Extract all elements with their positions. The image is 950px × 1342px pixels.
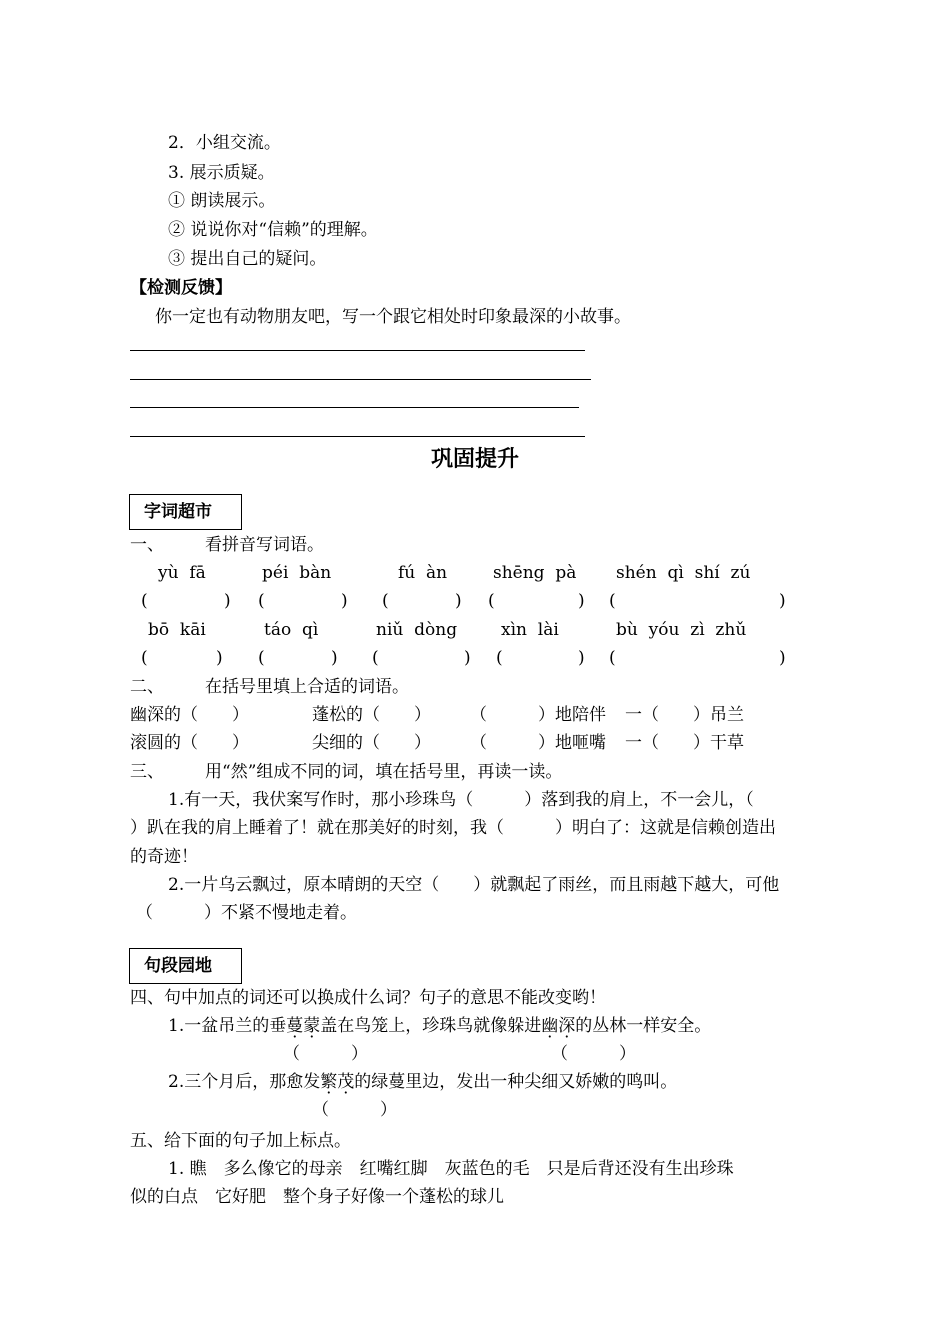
pinyin: táo qì	[264, 620, 319, 640]
dotted-char: 深	[558, 1016, 576, 1036]
fill-item[interactable]: 幽深的（ ）	[130, 705, 249, 725]
answer-line-1[interactable]	[130, 350, 585, 351]
blank-close[interactable]: )	[464, 648, 471, 668]
q3-item1-line1: 1.有一天，我伏案写作时，那小珍珠鸟（ ）落到我的肩上，不一会儿，（	[168, 790, 754, 810]
q5-line-2: 似的白点 它好肥 整个身子好像一个蓬松的球儿	[130, 1187, 504, 1207]
pinyin: fú àn	[398, 563, 448, 583]
answer-line-2[interactable]	[130, 379, 591, 380]
q5-heading: 五、给下面的句子加上标点。	[130, 1131, 351, 1151]
q1-number: 一、	[130, 535, 164, 555]
pinyin: shén qì shí zú	[616, 563, 751, 583]
answer-line-4[interactable]	[130, 436, 585, 437]
q3-heading: 用“然”组成不同的词，填在括号里，再读一读。	[205, 762, 563, 782]
category-label-words: 字词超市	[144, 502, 212, 522]
pinyin: péi bàn	[262, 563, 332, 583]
q4-blank-2[interactable]: （ ）	[551, 1044, 636, 1064]
q3-item2-line2: （ ）不紧不慢地走着。	[136, 903, 357, 923]
blank-close[interactable]: )	[331, 648, 338, 668]
q4-heading: 四、句中加点的词还可以换成什么词？句子的意思不能改变哟！	[130, 988, 606, 1008]
blank-open[interactable]: (	[258, 648, 265, 668]
blank-open[interactable]: (	[609, 591, 616, 611]
q4-blank-1[interactable]: （ ）	[283, 1044, 368, 1064]
blank-open[interactable]: (	[382, 591, 389, 611]
blank-open[interactable]: (	[141, 591, 148, 611]
blank-close[interactable]: )	[341, 591, 348, 611]
step-3-2: ② 说说你对“信赖”的理解。	[168, 220, 378, 240]
step-3-3: ③ 提出自己的疑问。	[168, 249, 327, 269]
blank-close[interactable]: )	[578, 591, 585, 611]
blank-close[interactable]: )	[578, 648, 585, 668]
blank-open[interactable]: (	[496, 648, 503, 668]
section-title: 巩固提升	[430, 447, 519, 472]
q1-heading: 看拼音写词语。	[205, 535, 324, 555]
q4-sentence-1: 1.一盆吊兰的垂蔓蒙盖在鸟笼上，珍珠鸟就像躲进幽深的丛林一样安全。	[168, 1016, 712, 1036]
dotted-char: 幽	[541, 1016, 559, 1036]
pinyin: xìn lài	[501, 620, 559, 640]
pinyin: bō kāi	[148, 620, 206, 640]
pinyin: shēng pà	[493, 563, 577, 583]
q5-line-1: 1. 瞧 多么像它的母亲 红嘴红脚 灰蓝色的毛 只是后背还没有生出珍珠	[168, 1159, 734, 1179]
q3-number: 三、	[130, 762, 164, 782]
fill-item[interactable]: 滚圆的（ ）	[130, 733, 249, 753]
blank-close[interactable]: )	[455, 591, 462, 611]
step-2: 2．小组交流。	[168, 133, 281, 153]
fill-item[interactable]: 尖细的（ ）	[312, 733, 431, 753]
feedback-prompt: 你一定也有动物朋友吧，写一个跟它相处时印象最深的小故事。	[155, 307, 631, 327]
blank-close[interactable]: )	[224, 591, 231, 611]
dotted-char: 茂	[337, 1072, 355, 1092]
category-label-sentences: 句段园地	[144, 956, 212, 976]
step-3: 3. 展示质疑。	[168, 163, 275, 183]
blank-close[interactable]: )	[779, 648, 786, 668]
step-3-1: ① 朗读展示。	[168, 191, 276, 211]
q4-sentence-2: 2.三个月后，那愈发繁茂的绿蔓里边，发出一种尖细又娇嫩的鸣叫。	[168, 1072, 678, 1092]
blank-open[interactable]: (	[258, 591, 265, 611]
feedback-heading: 【检测反馈】	[130, 278, 232, 298]
q2-number: 二、	[130, 677, 164, 697]
q2-heading: 在括号里填上合适的词语。	[205, 677, 409, 697]
dotted-char: 蒙	[303, 1016, 321, 1036]
pinyin: bù yóu zì zhǔ	[616, 620, 747, 640]
q3-item1-line3: 的奇迹！	[130, 847, 198, 867]
q3-item1-line2: ）趴在我的肩上睡着了！就在那美好的时刻，我（ ）明白了：这就是信赖创造出	[130, 818, 776, 838]
blank-close[interactable]: )	[779, 591, 786, 611]
blank-open[interactable]: (	[609, 648, 616, 668]
fill-item[interactable]: （ ）地陪伴	[470, 705, 606, 725]
fill-item[interactable]: 一（ ）干草	[625, 733, 744, 753]
blank-open[interactable]: (	[488, 591, 495, 611]
fill-item[interactable]: 一（ ）吊兰	[625, 705, 744, 725]
fill-item[interactable]: 蓬松的（ ）	[312, 705, 431, 725]
blank-open[interactable]: (	[372, 648, 379, 668]
q3-item2-line1: 2.一片乌云飘过，原本晴朗的天空（ ）就飘起了雨丝，而且雨越下越大，可他	[168, 875, 780, 895]
blank-close[interactable]: )	[216, 648, 223, 668]
dotted-char: 蔓	[286, 1016, 304, 1036]
pinyin: yù fā	[158, 563, 206, 583]
blank-open[interactable]: (	[141, 648, 148, 668]
fill-item[interactable]: （ ）地咂嘴	[470, 733, 606, 753]
pinyin: niǔ dòng	[376, 620, 458, 640]
dotted-char: 繁	[320, 1072, 338, 1092]
answer-line-3[interactable]	[130, 407, 579, 408]
q4-blank-3[interactable]: （ ）	[312, 1100, 397, 1120]
